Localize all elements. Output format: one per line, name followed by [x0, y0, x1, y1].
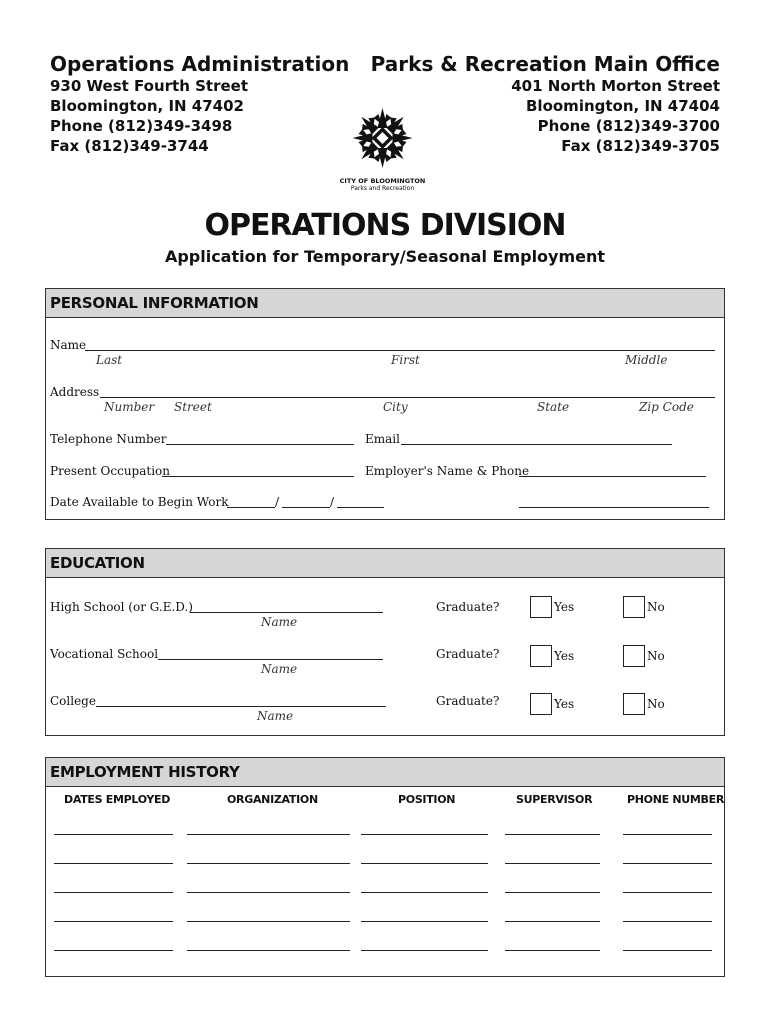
- header-left-fax: Fax (812)349-3744: [50, 137, 209, 155]
- date-day-input-line[interactable]: [282, 507, 330, 508]
- header-right-address1: 401 North Morton Street: [511, 77, 720, 95]
- city-of-bloomington-logo-icon: [335, 103, 430, 173]
- signature-input-line[interactable]: [519, 507, 709, 508]
- header-right-address2: Bloomington, IN 47404: [526, 97, 720, 115]
- employment-dates-employed-input-line[interactable]: [54, 950, 173, 951]
- name-first-hint: First: [391, 353, 420, 367]
- employment-organization-input-line[interactable]: [187, 863, 350, 864]
- vocational-school-yes-checkbox[interactable]: [530, 645, 552, 667]
- employment-organization-input-line[interactable]: [187, 921, 350, 922]
- vocational-school-name-hint: Name: [261, 662, 298, 676]
- header-left-title: Operations Administration: [50, 52, 350, 76]
- email-input-line[interactable]: [401, 444, 672, 445]
- employment-phone-number-input-line[interactable]: [623, 950, 712, 951]
- vocational-school-label: Vocational School: [50, 647, 159, 661]
- employment-position-input-line[interactable]: [361, 921, 488, 922]
- date-separator-1: /: [275, 495, 280, 509]
- employment-supervisor-input-line[interactable]: [505, 863, 600, 864]
- employment-position-input-line[interactable]: [361, 950, 488, 951]
- employment-supervisor-input-line[interactable]: [505, 921, 600, 922]
- vocational-school-input-line[interactable]: [158, 659, 383, 660]
- col-supervisor: SUPERVISOR: [516, 793, 593, 806]
- employment-supervisor-input-line[interactable]: [505, 892, 600, 893]
- vocational-school-no-label: No: [647, 649, 665, 663]
- employment-history-section: [45, 757, 725, 977]
- header-left: [50, 52, 349, 156]
- education-heading: EDUCATION: [46, 549, 724, 578]
- header-right-fax: Fax (812)349-3705: [561, 137, 720, 155]
- employment-organization-input-line[interactable]: [187, 950, 350, 951]
- college-graduate-label: Graduate?: [436, 694, 500, 708]
- employment-position-input-line[interactable]: [361, 863, 488, 864]
- employment-phone-number-input-line[interactable]: [623, 921, 712, 922]
- high-school-name-hint: Name: [261, 615, 298, 629]
- employer-input-line[interactable]: [519, 476, 706, 477]
- occupation-input-line[interactable]: [162, 476, 354, 477]
- employment-phone-number-input-line[interactable]: [623, 834, 712, 835]
- date-month-input-line[interactable]: [227, 507, 275, 508]
- college-yes-label: Yes: [554, 697, 575, 711]
- vocational-school-graduate-label: Graduate?: [436, 647, 500, 661]
- vocational-school-no-checkbox[interactable]: [623, 645, 645, 667]
- vocational-school-yes-label: Yes: [554, 649, 575, 663]
- header-left-address2: Bloomington, IN 47402: [50, 97, 244, 115]
- employment-position-input-line[interactable]: [361, 834, 488, 835]
- college-name-hint: Name: [257, 709, 294, 723]
- name-input-line[interactable]: [85, 350, 715, 351]
- employer-label: Employer's Name & Phone: [365, 464, 530, 478]
- high-school-no-label: No: [647, 600, 665, 614]
- employment-supervisor-input-line[interactable]: [505, 834, 600, 835]
- col-phone-number: PHONE NUMBER: [627, 793, 725, 806]
- college-input-line[interactable]: [96, 706, 386, 707]
- personal-information-heading: PERSONAL INFORMATION: [46, 289, 724, 318]
- address-state-hint: State: [537, 400, 570, 414]
- form-title: OPERATIONS DIVISION: [204, 208, 566, 243]
- address-label: Address: [50, 385, 100, 399]
- col-position: POSITION: [398, 793, 456, 806]
- employment-dates-employed-input-line[interactable]: [54, 921, 173, 922]
- employment-dates-employed-input-line[interactable]: [54, 834, 173, 835]
- form-subtitle: Application for Temporary/Seasonal Employment: [164, 247, 606, 266]
- high-school-label: High School (or G.E.D.): [50, 600, 193, 614]
- college-yes-checkbox[interactable]: [530, 693, 552, 715]
- high-school-no-checkbox[interactable]: [623, 596, 645, 618]
- employment-phone-number-input-line[interactable]: [623, 863, 712, 864]
- college-no-checkbox[interactable]: [623, 693, 645, 715]
- header-right-phone: Phone (812)349-3700: [537, 117, 720, 135]
- name-last-hint: Last: [96, 353, 123, 367]
- address-zip-hint: Zip Code: [639, 400, 694, 414]
- telephone-input-line[interactable]: [166, 444, 354, 445]
- high-school-graduate-label: Graduate?: [436, 600, 500, 614]
- employment-dates-employed-input-line[interactable]: [54, 892, 173, 893]
- name-label: Name: [50, 338, 87, 352]
- employment-dates-employed-input-line[interactable]: [54, 863, 173, 864]
- col-dates-employed: DATES EMPLOYED: [64, 793, 171, 806]
- address-city-hint: City: [383, 400, 408, 414]
- high-school-yes-label: Yes: [554, 600, 575, 614]
- col-organization: ORGANIZATION: [227, 793, 318, 806]
- high-school-input-line[interactable]: [190, 612, 383, 613]
- date-separator-2: /: [330, 495, 335, 509]
- logo-text-dept: Parks and Recreation: [350, 185, 415, 192]
- employment-organization-input-line[interactable]: [187, 834, 350, 835]
- header-left-phone: Phone (812)349-3498: [50, 117, 233, 135]
- header-right-title: Parks & Recreation Main Office: [370, 52, 720, 76]
- date-available-label: Date Available to Begin Work: [50, 495, 229, 509]
- employment-phone-number-input-line[interactable]: [623, 892, 712, 893]
- date-year-input-line[interactable]: [337, 507, 384, 508]
- college-label: College: [50, 694, 96, 708]
- employment-history-heading: EMPLOYMENT HISTORY: [46, 758, 724, 787]
- employment-supervisor-input-line[interactable]: [505, 950, 600, 951]
- employment-organization-input-line[interactable]: [187, 892, 350, 893]
- email-label: Email: [365, 432, 400, 446]
- high-school-yes-checkbox[interactable]: [530, 596, 552, 618]
- logo-text-city: CITY OF BLOOMINGTON: [339, 177, 426, 185]
- address-number-hint: Number: [104, 400, 155, 414]
- header-left-address1: 930 West Fourth Street: [50, 77, 249, 95]
- name-middle-hint: Middle: [625, 353, 668, 367]
- telephone-label: Telephone Number: [50, 432, 167, 446]
- occupation-label: Present Occupation: [50, 464, 170, 478]
- college-no-label: No: [647, 697, 665, 711]
- address-input-line[interactable]: [100, 397, 715, 398]
- city-logo: [335, 103, 430, 192]
- address-street-hint: Street: [174, 400, 212, 414]
- employment-position-input-line[interactable]: [361, 892, 488, 893]
